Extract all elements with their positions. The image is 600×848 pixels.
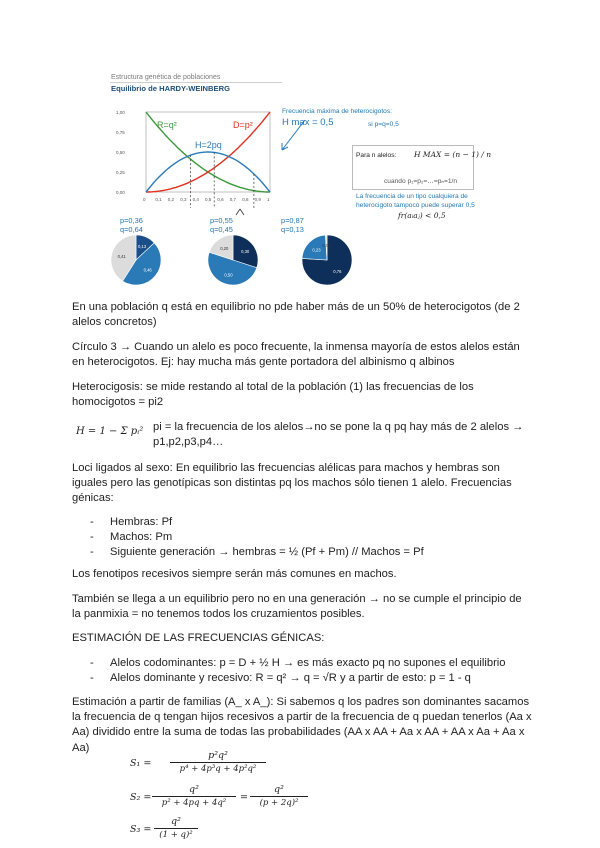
s3-num: q² <box>171 816 181 827</box>
x-tick-label: 0,5 <box>205 197 212 202</box>
figure-title: Equilibrio de HARDY-WEINBERG <box>111 84 230 93</box>
y-tick-label: 0,00 <box>116 190 125 195</box>
s1-lhs: S₁ = <box>130 758 152 769</box>
s3-lhs: S₃ = <box>130 824 152 835</box>
pie2-labels <box>210 216 233 234</box>
s2-den: p² + 4pq + 4q² <box>161 798 227 808</box>
paragraph-6: Los fenotipos recesivos siempre serán más comunes en machos. <box>72 568 397 580</box>
pie-chart-3 <box>302 235 352 285</box>
label-r: R=q² <box>157 120 177 130</box>
y-tick-label: 1,00 <box>116 110 125 115</box>
paragraph-3: Heterocigosis: se mide restando al total de la población (1) las frecuencias de los homocigotos = pi2 <box>72 381 474 409</box>
y-tick-label: 0,25 <box>116 170 125 175</box>
list-text: Hembras: Pf <box>110 516 173 528</box>
s3-den: (1 + q)² <box>159 830 193 840</box>
pie-slice-label: 0,20 <box>220 245 229 251</box>
list-dash: - <box>90 531 94 543</box>
s2-eq: = <box>240 792 248 803</box>
fraction-bar <box>154 828 198 829</box>
paragraph-5: Loci ligados al sexo: En equilibrio las frecuencias alélicas para machos y hembras son iguales pero las genotípicas son distintas pq los machos sólo tienen 1 alelo. Frecuencias génicas: <box>72 462 512 505</box>
s2-num2: q² <box>274 784 284 795</box>
pie-slice-label: 0,46 <box>143 267 152 273</box>
label-d: D=p² <box>233 120 253 130</box>
pie-chart-1 <box>111 235 161 285</box>
s1-num: p²q² <box>208 750 228 761</box>
pie-slice-label: 0,13 <box>138 244 147 250</box>
pie3-q: q=0,13 <box>281 225 304 234</box>
x-tick-label: 0,3 <box>180 197 187 202</box>
n-alleles-label: Para n alelos: <box>356 152 397 159</box>
het-note-1: La frecuencia de un tipo cualquiera de <box>356 193 468 200</box>
x-tick-label: 0,7 <box>229 197 237 202</box>
hmax-cond: si p=q=0,5 <box>368 121 399 128</box>
hmax-title: Frecuencia máxima de heterocigotos: <box>282 108 392 115</box>
paragraph-2: Círculo 3 → Cuando un alelo es poco frecuente, la inmensa mayoría de estos alelos están en heterocigotos. Ej: hay mucha más gente portadora del albinismo q albinos <box>72 341 520 369</box>
list-text: Siguiente generación → hembras = ½ (Pf + Pm) // Machos = Pf <box>110 546 424 558</box>
pie-slice-label: 0,23 <box>312 247 321 253</box>
x-tick-label: 0,4 <box>192 197 199 202</box>
fraction-bar <box>170 762 266 763</box>
x-tick-label: 0,1 <box>155 197 162 202</box>
s1-den: p⁴ + 4p³q + 4p²q² <box>179 764 257 774</box>
s2-lhs: S₂ = <box>130 792 152 803</box>
fraction-bar <box>250 796 308 797</box>
title-divider <box>110 82 282 83</box>
het-note-formula: fr(aᵢaⱼ) < 0,5 <box>398 211 446 220</box>
paragraph-8: Estimación a partir de familias (A_ x A_): Si sabemos q los padres son dominantes sacamos la frecuencia de q tengan hijos recesivos a partir de la frecuencia de q puedan tenerlos (Aa x Aa) dividido entre la suma de todas las probabilidades (AA x AA + Aa x AA + AA x Aa + Aa x Aa) <box>72 696 532 754</box>
pie3-p: p=0,87 <box>281 216 304 225</box>
s2-den2: (p + 2q)² <box>259 798 299 808</box>
hmax-value-text: H max = 0,5 <box>282 117 334 128</box>
y-tick-label: 0,75 <box>116 130 125 135</box>
x-tick-label: 0,6 <box>217 197 224 202</box>
pie-slice-label: 0,02 <box>322 243 331 248</box>
figure-subtitle: Estructura genética de poblaciones <box>111 74 221 81</box>
paragraph-4: pi = la frecuencia de los alelos→no se pone la q pq hay más de 2 alelos → p1,p2,p3,p4… <box>153 421 524 449</box>
pie-slice-label: 0,76 <box>333 268 342 274</box>
arrow-up-1 <box>236 209 244 215</box>
list-text: Machos: Pm <box>110 531 173 543</box>
s2-num: q² <box>189 784 199 795</box>
pie-slice-label: 0,50 <box>224 272 233 278</box>
y-tick-label: 0,50 <box>116 150 125 155</box>
x-tick-label: 0,2 <box>167 197 175 202</box>
pie2-p: p=0,55 <box>210 216 233 225</box>
n-alleles-formula: H MAX = (n − 1) / n <box>414 150 492 159</box>
list-dash: - <box>90 672 94 684</box>
pie2-q: q=0,45 <box>210 225 233 234</box>
paragraph-7: También se llega a un equilibrio pero no en una generación → no se cumple el principio de la panmixia = no tenemos todos los cruzamientos posibles. <box>72 593 522 621</box>
pie-slice-label: 0,30 <box>241 249 250 255</box>
pie-slice-label: 0,41 <box>117 253 126 259</box>
label-h: H=2pq <box>195 140 222 150</box>
het-note-2: heterocigoto tampoco puede superar 0,5 <box>356 202 475 209</box>
fraction-bar <box>152 796 236 797</box>
list-text: Alelos codominantes: p = D + ½ H → es más exacto pq no supones el equilibrio <box>110 657 506 669</box>
section-heading: ESTIMACIÓN DE LAS FRECUENCIAS GÉNICAS: <box>72 632 325 644</box>
pie1-labels <box>120 216 143 234</box>
pie1-q: q=0,64 <box>120 225 143 234</box>
list-dash: - <box>90 516 94 528</box>
x-tick-label: 0,9 <box>254 197 261 202</box>
heterozygosity-formula: H = 1 − Σ pᵢ² <box>76 426 144 437</box>
pie3-labels <box>281 216 304 234</box>
paragraph-1: En una población q está en equilibrio no pde haber más de un 50% de heterocigotos (de 2 alelos concretos) <box>72 301 520 329</box>
n-alleles-cond: cuando p₁=p₂=…=pₙ=1/n <box>384 178 458 185</box>
list-dash: - <box>90 546 94 558</box>
x-tick-label: 0 <box>143 197 146 202</box>
x-tick-label: 1 <box>267 197 270 202</box>
pie-chart-2 <box>208 235 258 285</box>
hmax-value <box>282 117 333 128</box>
family-formulas <box>130 750 330 840</box>
pie1-p: p=0,36 <box>120 216 143 225</box>
genotype-pies <box>110 234 360 290</box>
list-dash: - <box>90 657 94 669</box>
list-text: Alelos dominante y recesivo: R = q² → q = √R y a partir de esto: p = 1 - q <box>110 672 471 684</box>
x-tick-label: 0,8 <box>242 197 249 202</box>
